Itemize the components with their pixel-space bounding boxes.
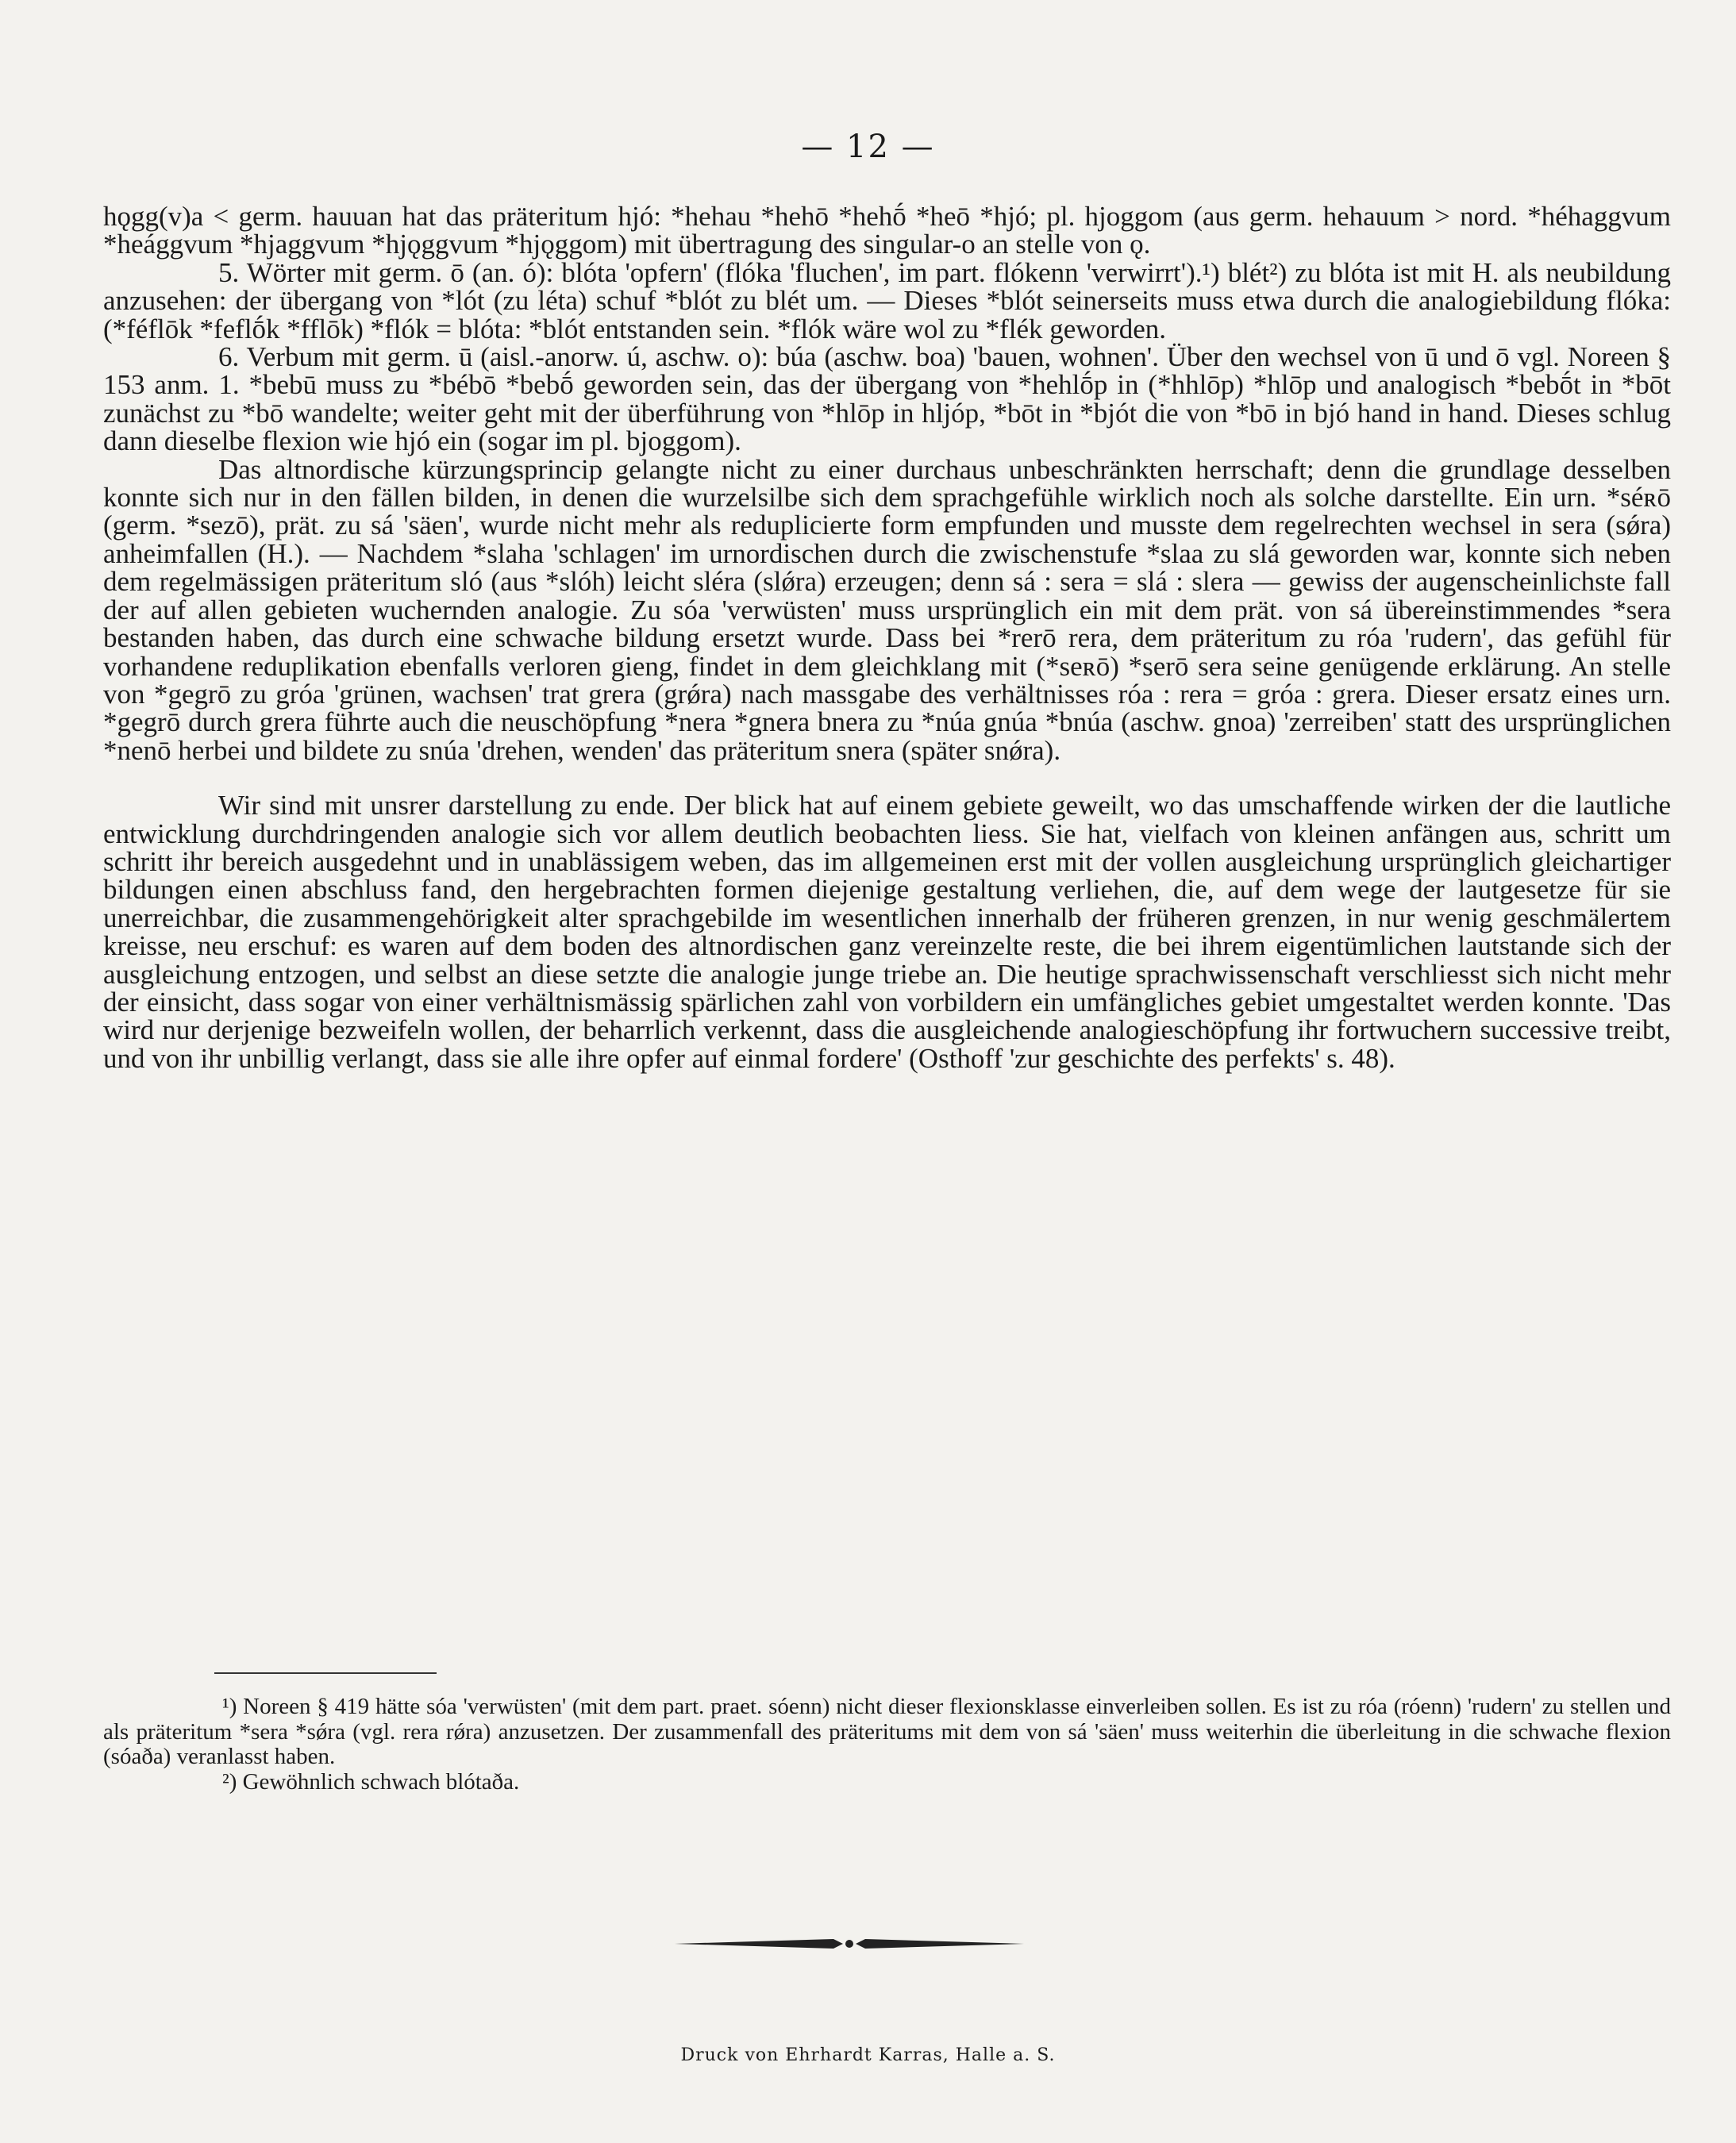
footnote-2: ²) Gewöhnlich schwach blótaða. <box>222 1768 520 1795</box>
page-number: — 12 — <box>801 129 935 165</box>
end-ornament <box>675 1934 1024 1953</box>
paragraph-kuerzungsprincip: Das altnordische kürzungsprincip gelangte nicht zu einer durchaus unbeschränkten herrschaft; denn die grundlage desselben konnte sich nur in den fällen bilden, in denen die wurzelsilbe sich dem sprachgefühle wirklich noch als solche darstellte. Ein urn. *séʀō (germ. *sezō), prät. zu sá 'säen', wurde nicht mehr als reduplicierte form empfunden und musste dem regelrechten wechsel in sera (sǿra) anheimfallen (H.). — Nachdem *slaha 'schlagen' im urnordischen durch die zwischenstufe *slaa zu slá geworden war, konnte sich neben dem regelmässigen präteritum sló (aus *slóh) leicht sléra (slǿra) erzeugen; denn sá : sera = slá : slera — gewiss der augenscheinlichste fall der auf allen gebieten wuchernden analogie. Zu sóa 'verwüsten' muss ursprünglich ein mit dem prät. von sá übereinstimmendes *sera bestanden haben, das durch eine schwache bildung ersetzt wurde. Dass bei *rerō rera, dem präteritum zu róa 'rudern', das gefühl für vorhandene reduplikation ebenfalls verloren gieng, findet in dem gleichklang mit (*seʀō) *serō sera seine genügende erklärung. An stelle von *gegrō zu gróa 'grünen, wachsen' trat grera (grǿra) nach massgabe des verhältnisses róa : rera = gróa : grera. Dieser ersatz eines urn. *gegrō durch grera führte auch die neuschöpfung *nera *gnera bnera zu *núa gnúa *bnúa (aschw. gnoa) 'zerreiben' statt des ursprünglichen *nenō herbei und bildete zu snúa 'drehen, wenden' das präteritum snera (später snǿra). <box>103 453 1671 766</box>
printer-imprint: Druck von Ehrhardt Karras, Halle a. S. <box>680 2045 1056 2065</box>
main-text <box>103 202 1671 1072</box>
footnote-rule <box>214 1672 437 1674</box>
paragraph-section-5: 5. Wörter mit germ. ō (an. ó): blóta 'opfern' (flóka 'fluchen', im part. flókenn 'verwirrt').¹) blét²) zu blóta ist mit H. als neubildung anzusehen: der übergang von *lót (zu léta) schuf *blót zu blét um. — Dieses *blót seinerseits muss etwa durch die analogiebildung flóka: (*féflōk *feflṓk *fflōk) *flók = blóta: *blót entstanden sein. *flók wäre wol zu *flék geworden. <box>103 256 1671 344</box>
paragraph-conclusion: Wir sind mit unsrer darstellung zu ende. Der blick hat auf einem gebiete geweilt, wo das umschaffende wirken der die lautliche entwicklung durchdringenden analogie sich vor allem deutlich beobachten liess. Sie hat, vielfach von kleinen anfängen aus, schritt um schritt ihr bereich ausgedehnt und in unablässigem weben, das im allgemeinen erst mit der vollen ausgleichung ursprünglich gleichartiger bildungen einen abschluss fand, den hergebrachten formen diejenige gestaltung verliehen, die, auf dem wege der lautgesetze für sie unerreichbar, die zusammengehörigkeit alter sprachgebilde im wesentlichen innerhalb der früheren grenzen, in nur wenig geschmälertem kreisse, neu erschuf: es waren auf dem boden des altnordischen ganz vereinzelte reste, die bei ihrem eigentümlichen lautstande sich der ausgleichung entzogen, und selbst an diese setzte die analogie junge triebe an. Die heutige sprachwissenschaft verschliesst sich nicht mehr der einsicht, dass sogar von einer verhältnismässig spärlichen zahl von vorbildern ein umfängliches gebiet umgestaltet werden konnte. 'Das wird nur derjenige bezweifeln wollen, der beharrlich verkennt, dass die ausgleichende analogieschöpfung ihr fortwuchern successive treibt, und von ihr unbillig verlangt, dass sie alle ihre opfer auf einmal fordere' (Osthoff 'zur geschichte des perfekts' s. 48). <box>103 790 1671 1074</box>
paragraph-section-6: 6. Verbum mit germ. ū (aisl.-anorw. ú, aschw. o): búa (aschw. boa) 'bauen, wohnen'. Über den wechsel von ū und ō vgl. Noreen § 153 anm. 1. *bebū muss zu *bébō *bebṓ geworden sein, das der übergang von *hehlṓp in (*hhlōp) *hlōp und analogisch *bebṓt in *bōt zunächst zu *bō wandelte; weiter geht mit der überführung von *hlōp in hljóp, *bōt in *bjót die von *bō in bjó hand in hand. Dieses schlug dann dieselbe flexion wie hjó ein (sogar im pl. bjoggom). <box>103 341 1671 457</box>
footnote-1: ¹) Noreen § 419 hätte sóa 'verwüsten' (mit dem part. praet. sóenn) nicht dieser flexionsklasse einverleiben sollen. Es ist zu róa (róenn) 'rudern' zu stellen und als präteritum *sera *sǿra (vgl. rera rǿra) anzusetzen. Der zusammenfall des präteritums mit dem von sá 'säen' muss weiterhin die überleitung in die schwache flexion (sóaða) veranlasst haben. <box>103 1694 1671 1769</box>
paragraph-hoggva: hǫgg(v)a < germ. hauuan hat das präteritum hjó: *hehau *hehō *hehṓ *heō *hjó; pl. hjoggom (aus germ. hehauum > nord. *héhaggvum *heággvum *hjaggvum *hjǫggvum *hjǫggom) mit übertragung des singular-o an stelle von ǫ. <box>103 201 1671 260</box>
footnotes <box>103 1695 1671 1795</box>
